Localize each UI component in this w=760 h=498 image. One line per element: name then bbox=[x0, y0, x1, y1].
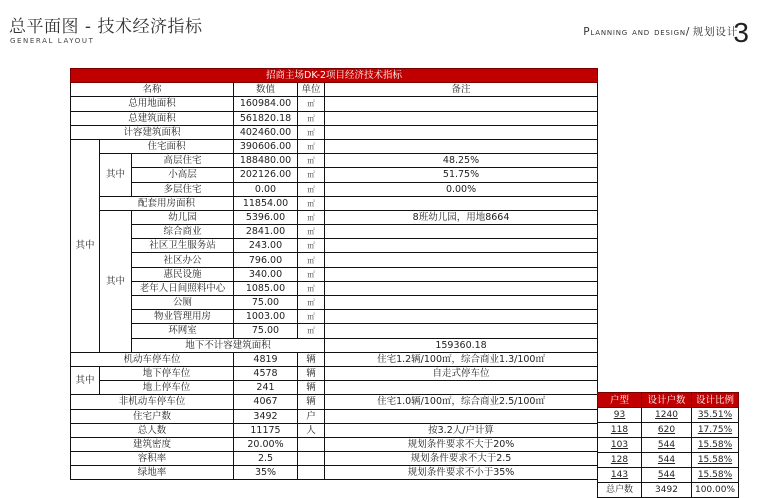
table-row bbox=[71, 196, 598, 210]
row-value: 796.00 bbox=[234, 253, 298, 267]
row-name: 小高层 bbox=[132, 168, 234, 182]
row-unit: ㎡ bbox=[298, 267, 325, 281]
design-count: 544 bbox=[642, 438, 692, 453]
design-ratio: 15.58% bbox=[692, 468, 739, 483]
row-note bbox=[325, 296, 598, 310]
design-ratio: 15.58% bbox=[692, 438, 739, 453]
table-row bbox=[598, 453, 739, 468]
row-name: 计容建筑面积 bbox=[71, 125, 234, 139]
unit-type: 143 bbox=[598, 468, 642, 483]
row-unit: ㎡ bbox=[298, 111, 325, 125]
row-note: 住宅1.0辆/100㎡，综合商业2.5/100㎡ bbox=[325, 395, 598, 409]
row-name: 公厕 bbox=[132, 296, 234, 310]
row-name: 地上停车位 bbox=[100, 381, 234, 395]
row-value: 1003.00 bbox=[234, 310, 298, 324]
row-name: 幼儿园 bbox=[132, 210, 234, 224]
table-row bbox=[71, 210, 598, 224]
row-note: 规划条件要求不大于20% bbox=[325, 437, 598, 451]
column-header-design-count: 设计户数 bbox=[642, 393, 692, 408]
row-value: 1085.00 bbox=[234, 281, 298, 295]
unit-type: 128 bbox=[598, 453, 642, 468]
row-name: 机动车停车位 bbox=[71, 352, 234, 366]
row-value: 160984.00 bbox=[234, 97, 298, 111]
row-value: 561820.18 bbox=[234, 111, 298, 125]
row-name: 住宅户数 bbox=[71, 409, 234, 423]
row-value: 4819 bbox=[234, 352, 298, 366]
table-row-total bbox=[598, 483, 739, 498]
row-unit bbox=[298, 437, 325, 451]
row-value: 2.5 bbox=[234, 452, 298, 466]
row-note bbox=[325, 409, 598, 423]
table-row bbox=[598, 423, 739, 438]
row-name: 物业管理用房 bbox=[132, 310, 234, 324]
row-value: 11175 bbox=[234, 423, 298, 437]
row-unit bbox=[298, 466, 325, 480]
table-row bbox=[71, 168, 598, 182]
row-name: 绿地率 bbox=[71, 466, 234, 480]
row-name: 配套用房面积 bbox=[100, 196, 234, 210]
row-unit: ㎡ bbox=[298, 196, 325, 210]
table-row bbox=[598, 438, 739, 453]
column-header-unit-type: 户型 bbox=[598, 393, 642, 408]
row-note bbox=[325, 267, 598, 281]
table-row bbox=[71, 310, 598, 324]
table-row bbox=[71, 111, 598, 125]
row-unit: ㎡ bbox=[298, 97, 325, 111]
design-count: 3492 bbox=[642, 483, 692, 498]
row-name: 老年人日间照料中心 bbox=[132, 281, 234, 295]
column-header-value: 数值 bbox=[234, 83, 298, 97]
row-note: 规划条件要求不小于35% bbox=[325, 466, 598, 480]
table-row bbox=[598, 468, 739, 483]
row-note: 8班幼儿园，用地8664 bbox=[325, 210, 598, 224]
row-name: 高层住宅 bbox=[132, 154, 234, 168]
design-count: 544 bbox=[642, 468, 692, 483]
row-name: 综合商业 bbox=[132, 225, 234, 239]
page-number: 3 bbox=[733, 17, 749, 48]
row-note bbox=[325, 139, 598, 153]
row-value: 202126.00 bbox=[234, 168, 298, 182]
row-value: 2841.00 bbox=[234, 225, 298, 239]
unit-type: 103 bbox=[598, 438, 642, 453]
row-unit: ㎡ bbox=[298, 281, 325, 295]
row-name: 容积率 bbox=[71, 452, 234, 466]
section-heading-en: Planning and design bbox=[583, 26, 686, 38]
row-name: 地下不计容建筑面积 bbox=[132, 338, 325, 352]
group-label-supporting: 其中 bbox=[100, 210, 132, 352]
row-unit: ㎡ bbox=[298, 296, 325, 310]
table-row bbox=[71, 395, 598, 409]
table-row bbox=[71, 452, 598, 466]
unit-type: 总户数 bbox=[598, 483, 642, 498]
row-value: 5396.00 bbox=[234, 210, 298, 224]
row-value: 11854.00 bbox=[234, 196, 298, 210]
section-heading: Planning and design/ 规划设计 bbox=[583, 26, 738, 38]
design-count: 1240 bbox=[642, 408, 692, 423]
row-unit: ㎡ bbox=[298, 239, 325, 253]
page-subtitle: GENERAL LAYOUT bbox=[10, 37, 95, 45]
row-value: 188480.00 bbox=[234, 154, 298, 168]
table-row bbox=[71, 381, 598, 395]
row-note: 51.75% bbox=[325, 168, 598, 182]
row-note: 自走式停车位 bbox=[325, 366, 598, 380]
design-ratio: 15.58% bbox=[692, 453, 739, 468]
unit-mix-table bbox=[597, 392, 739, 498]
row-note bbox=[325, 239, 598, 253]
row-value: 243.00 bbox=[234, 239, 298, 253]
row-unit: ㎡ bbox=[298, 310, 325, 324]
row-unit: ㎡ bbox=[298, 154, 325, 168]
row-unit: 户 bbox=[298, 409, 325, 423]
table-row bbox=[71, 338, 598, 352]
row-name: 社区办公 bbox=[132, 253, 234, 267]
row-unit: ㎡ bbox=[298, 210, 325, 224]
row-name: 总用地面积 bbox=[71, 97, 234, 111]
table-row bbox=[71, 352, 598, 366]
row-unit: 人 bbox=[298, 423, 325, 437]
row-value: 390606.00 bbox=[234, 139, 298, 153]
design-ratio: 17.75% bbox=[692, 423, 739, 438]
row-note: 48.25% bbox=[325, 154, 598, 168]
table-row bbox=[71, 281, 598, 295]
row-value: 4578 bbox=[234, 366, 298, 380]
row-note bbox=[325, 310, 598, 324]
row-note bbox=[325, 125, 598, 139]
row-name: 惠民设施 bbox=[132, 267, 234, 281]
table-title-row bbox=[71, 69, 598, 83]
row-value: 75.00 bbox=[234, 324, 298, 338]
row-name: 住宅面积 bbox=[100, 139, 234, 153]
row-unit: ㎡ bbox=[298, 253, 325, 267]
row-unit: ㎡ bbox=[298, 324, 325, 338]
row-unit: 辆 bbox=[298, 366, 325, 380]
unit-mix-header-row bbox=[598, 393, 739, 408]
row-note bbox=[325, 196, 598, 210]
table-row bbox=[71, 409, 598, 423]
table-row bbox=[71, 253, 598, 267]
row-note bbox=[325, 324, 598, 338]
table-row bbox=[71, 437, 598, 451]
column-header-note: 备注 bbox=[325, 83, 598, 97]
row-unit bbox=[298, 452, 325, 466]
row-name: 多层住宅 bbox=[132, 182, 234, 196]
economic-indicators-table bbox=[70, 68, 598, 480]
row-note: 住宅1.2辆/100㎡，综合商业1.3/100㎡ bbox=[325, 352, 598, 366]
row-unit: 辆 bbox=[298, 381, 325, 395]
table-row bbox=[71, 267, 598, 281]
row-name: 总人数 bbox=[71, 423, 234, 437]
table-row bbox=[71, 97, 598, 111]
table-row bbox=[71, 125, 598, 139]
row-name: 地下停车位 bbox=[100, 366, 234, 380]
group-label-residential: 其中 bbox=[100, 154, 132, 197]
row-value: 3492 bbox=[234, 409, 298, 423]
table-row bbox=[71, 423, 598, 437]
table-row bbox=[71, 239, 598, 253]
section-heading-cn: 规划设计 bbox=[692, 26, 738, 38]
row-name: 环网室 bbox=[132, 324, 234, 338]
table-row bbox=[71, 139, 598, 153]
row-value: 35% bbox=[234, 466, 298, 480]
row-note bbox=[325, 97, 598, 111]
table-row bbox=[71, 182, 598, 196]
row-unit: ㎡ bbox=[298, 125, 325, 139]
row-unit: 辆 bbox=[298, 352, 325, 366]
row-unit: ㎡ bbox=[298, 168, 325, 182]
row-value: 20.00% bbox=[234, 437, 298, 451]
table-row bbox=[598, 408, 739, 423]
table-row bbox=[71, 466, 598, 480]
row-value: 402460.00 bbox=[234, 125, 298, 139]
row-value: 4067 bbox=[234, 395, 298, 409]
design-count: 620 bbox=[642, 423, 692, 438]
unit-type: 118 bbox=[598, 423, 642, 438]
row-note: 按3.2人/户计算 bbox=[325, 423, 598, 437]
design-ratio: 100.00% bbox=[692, 483, 739, 498]
row-note bbox=[325, 111, 598, 125]
group-label-parking: 其中 bbox=[71, 366, 100, 394]
row-name: 建筑密度 bbox=[71, 437, 234, 451]
row-unit: 辆 bbox=[298, 395, 325, 409]
design-count: 544 bbox=[642, 453, 692, 468]
row-note bbox=[325, 381, 598, 395]
row-unit: ㎡ bbox=[298, 225, 325, 239]
row-value: 241 bbox=[234, 381, 298, 395]
row-name: 非机动车停车位 bbox=[71, 395, 234, 409]
column-header-design-ratio: 设计比例 bbox=[692, 393, 739, 408]
table-row bbox=[71, 296, 598, 310]
column-header-unit: 单位 bbox=[298, 83, 325, 97]
row-note bbox=[325, 253, 598, 267]
row-name: 总建筑面积 bbox=[71, 111, 234, 125]
unit-type: 93 bbox=[598, 408, 642, 423]
row-name: 社区卫生服务站 bbox=[132, 239, 234, 253]
table-row bbox=[71, 366, 598, 380]
page-title: 总平面图 - 技术经济指标 bbox=[9, 17, 203, 37]
row-unit: ㎡ bbox=[298, 182, 325, 196]
table-row bbox=[71, 324, 598, 338]
group-label-far: 其中 bbox=[71, 139, 100, 352]
column-header-name: 名称 bbox=[71, 83, 234, 97]
row-value: 75.00 bbox=[234, 296, 298, 310]
row-unit: ㎡ bbox=[298, 139, 325, 153]
table-header-row bbox=[71, 83, 598, 97]
row-note: 0.00% bbox=[325, 182, 598, 196]
row-value: 159360.18 bbox=[325, 338, 598, 352]
table-title: 招商主场DK-2项目经济技术指标 bbox=[71, 69, 598, 83]
row-note bbox=[325, 281, 598, 295]
design-ratio: 35.51% bbox=[692, 408, 739, 423]
table-row bbox=[71, 154, 598, 168]
row-note: 规划条件要求不大于2.5 bbox=[325, 452, 598, 466]
row-value: 340.00 bbox=[234, 267, 298, 281]
row-note bbox=[325, 225, 598, 239]
row-value: 0.00 bbox=[234, 182, 298, 196]
table-row bbox=[71, 225, 598, 239]
